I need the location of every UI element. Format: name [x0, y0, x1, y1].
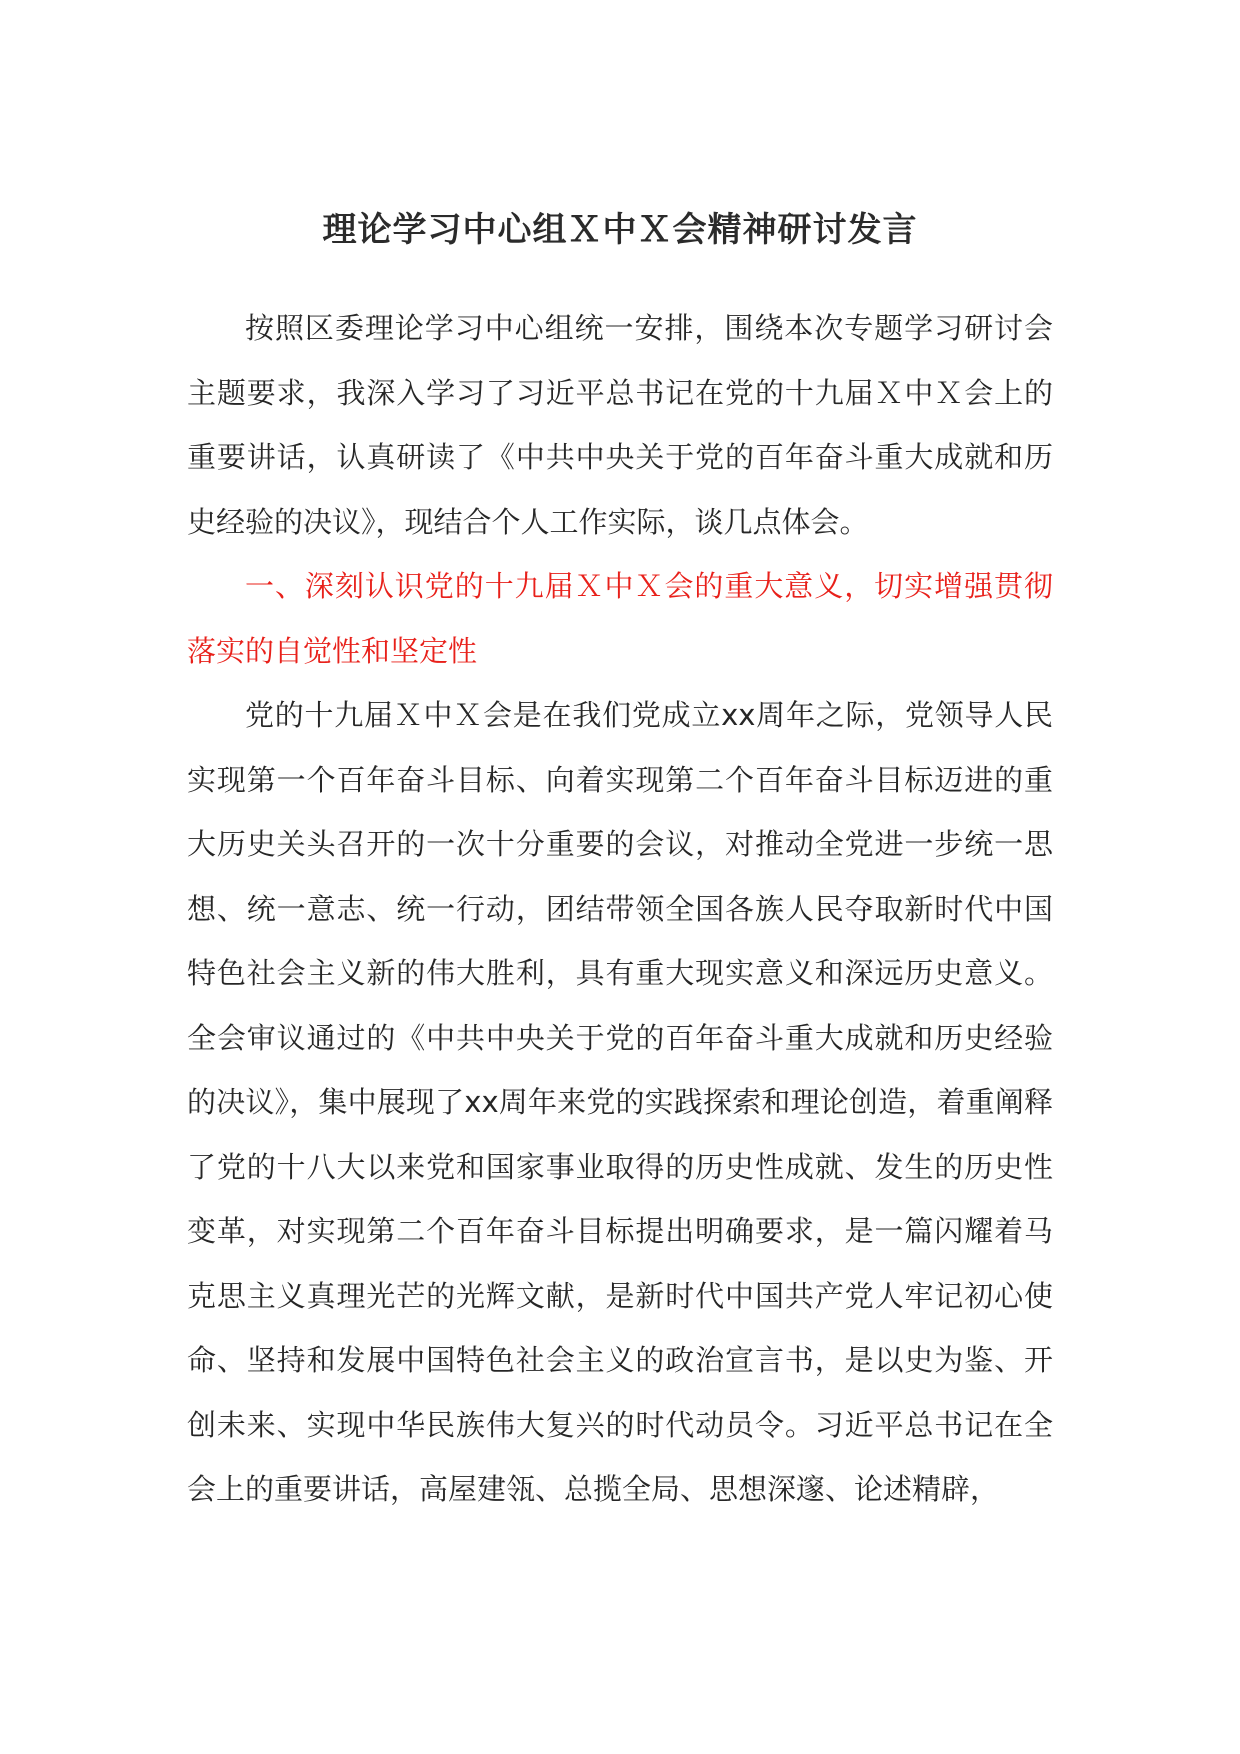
document-title: 理论学习中心组Ｘ中Ｘ会精神研讨发言 — [322, 210, 918, 250]
section-paragraph: 党的十九届Ｘ中Ｘ会是在我们党成立xx周年之际，党领导人民实现第一个百年奋斗目标、向着实现第二个百年奋斗目标迈进的重大历史关头召开的一次十分重要的会议，对推动全党进一步统一思想、统一意志、统一行动，团结带领全国各族人民夺取新时代中国特色社会主义新的伟大胜利，具有重大现实意义和深远历史意义。全会审议通过的《中共中央关于党的百年奋斗重大成就和历史经验的决议》，集中展现了xx周年来党的实践探索和理论创造，着重阐释了党的十八大以来党和国家事业取得的历史性成就、发生的历史性变革，对实现第二个百年奋斗目标提出明确要求，是一篇闪耀着马克思主义真理光芒的光辉文献，是新时代中国共产党人牢记初心使命、坚持和发展中国特色社会主义的政治宣言书，是以史为鉴、开创未来、实现中华民族伟大复兴的时代动员令。习近平总书记在全会上的重要讲话，高屋建瓴、总揽全局、思想深邃、论述精辟， — [187, 698, 1053, 1506]
section-heading: 一、深刻认识党的十九届Ｘ中Ｘ会的重大意义，切实增强贯彻落实的自觉性和坚定性 — [187, 569, 1053, 668]
intro-paragraph: 按照区委理论学习中心组统一安排，围绕本次专题学习研讨会主题要求，我深入学习了习近平总书记在党的十九届Ｘ中Ｘ会上的重要讲话，认真研读了《中共中央关于党的百年奋斗重大成就和历史经验的决议》，现结合个人工作实际，谈几点体会。 — [187, 311, 1053, 539]
document-body — [187, 296, 1053, 1522]
